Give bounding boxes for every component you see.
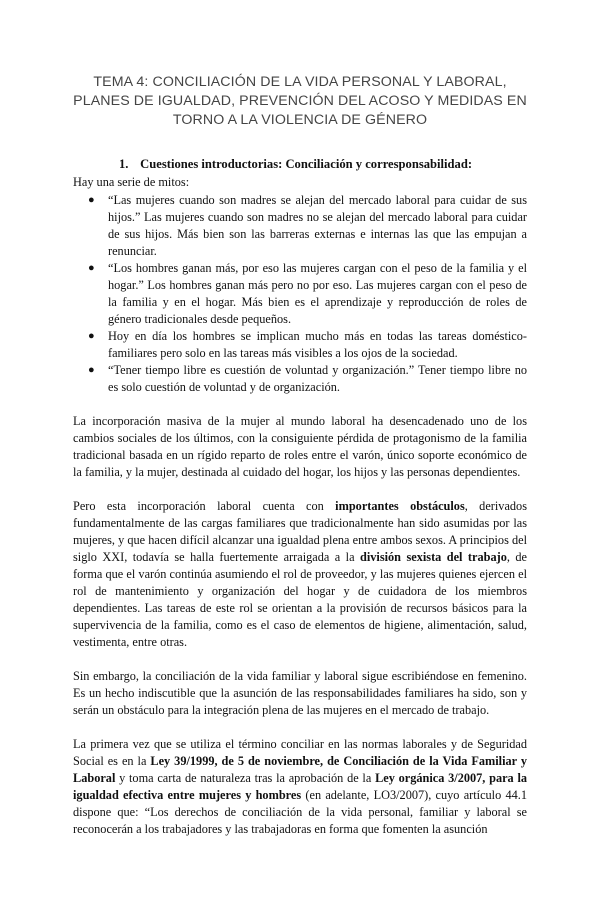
document-page: [0, 73, 600, 921]
paragraph-obstacles: [73, 498, 527, 651]
list-item: [88, 260, 527, 328]
myths-list: [73, 192, 527, 396]
section-number: 1.: [119, 157, 129, 171]
title-line-2: PLANES DE IGUALDAD, PREVENCIÓN DEL ACOSO Y MEDIDAS EN: [73, 93, 527, 109]
bullet-icon: ●: [88, 364, 95, 376]
bold-term: división sexista del trabajo: [360, 550, 507, 564]
bullet-icon: ●: [88, 262, 95, 274]
myth-text: “Tener tiempo libre es cuestión de voluntad y organización.” Tener tiempo libre no es solo cuestión de voluntad y de organización.: [108, 363, 527, 394]
myth-text: “Las mujeres cuando son madres se alejan del mercado laboral para cuidar de sus hijos.” Las mujeres cuando son madres no se alejan del mercado laboral para cuidar de sus hijos. Más bien son las barreras externas e internas las que las empujan a renunciar.: [108, 193, 527, 258]
section-heading-text: Cuestiones introductorias: Conciliación y corresponsabilidad:: [140, 157, 473, 171]
paragraph-incorporation: La incorporación masiva de la mujer al mundo laboral ha desencadenado uno de los cambios sociales de los últimos, con la consiguiente pérdida de protagonismo de la familia tradicional basada en un rígido reparto de roles entre el varón, único soporte económico de la familia, y la mujer, destinada al cuidado del hogar, los hijos y las personas dependientes.: [73, 414, 527, 479]
myth-text: “Los hombres ganan más, por eso las mujeres cargan con el peso de la familia y el hogar.” Los hombres ganan más pero no por eso. Las mujeres cargan con el peso de la familia y en el hogar. Más bien es el aprendizaje y reproducción de roles de género tradicionales desde pequeños.: [108, 261, 527, 326]
paragraph-conciliation: Sin embargo, la conciliación de la vida familiar y laboral sigue escribiéndose en femenino. Es un hecho indiscutible que la asunción de las responsabilidades familiares ha sido, son y serán un obstáculo para la integración plena de las mujeres en el mercado de trabajo.: [73, 669, 527, 717]
text-run: La primera vez que se utiliza el término conciliar en las normas laborales y de Seguridad Social es en la: [73, 737, 527, 768]
title-line-3: TORNO A LA VIOLENCIA DE GÉNERO: [172, 112, 428, 128]
myth-text: Hoy en día los hombres se implican mucho más en todas las tareas doméstico-familiares pero solo en las tareas más visibles a los ojos de la sociedad.: [108, 329, 527, 360]
myths-intro: Hay una serie de mitos:: [73, 175, 190, 189]
paragraph-legislation: [73, 736, 527, 838]
text-run: , derivados fundamentalmente de las cargas familiares que tradicionalmente han sido asumidas por las mujeres, y que hacen difícil alcanzar una igualdad plena entre ambos sexos. A principios del siglo XXI, todavía se halla fuertemente arraigada a la: [73, 499, 527, 564]
bold-law-reference: Ley orgánica 3/2007, para la igualdad efectiva entre mujeres y hombres: [73, 771, 528, 802]
text-run: y toma carta de naturaleza tras la aprobación de la: [115, 771, 376, 785]
bold-term: importantes obstáculos: [335, 499, 465, 513]
text-run: Pero esta incorporación laboral cuenta con: [73, 499, 336, 513]
bullet-icon: ●: [88, 330, 95, 342]
text-run: (en adelante, LO3/2007), cuyo artículo 44.1 dispone que: “Los derechos de conciliación de la vida personal, familiar y laboral se reconocerán a los trabajadores y las trabajadoras en forma que fomenten la asunción: [73, 788, 528, 836]
list-item: [88, 192, 527, 260]
title-line-1: TEMA 4: CONCILIACIÓN DE LA VIDA PERSONAL Y LABORAL,: [93, 74, 507, 90]
bullet-icon: ●: [88, 194, 95, 206]
list-item: [88, 362, 527, 396]
document-title: [73, 73, 527, 130]
section-heading: [119, 156, 527, 173]
text-run: , de forma que el varón continúa asumiendo el rol de proveedor, y las mujeres quienes ejercen el rol de mantenimiento y organización del hogar y de cuidadora de los miembros dependientes. Las tareas de este rol se orientan a la provisión de recursos básicos para la supervivencia de la familia, como es el caso de elementos de higiene, alimentación, salud, vestimenta, entre otras.: [73, 550, 527, 649]
bold-law-reference: Ley 39/1999, de 5 de noviembre, de Conciliación de la Vida Familiar y Laboral: [73, 754, 527, 785]
list-item: [88, 328, 527, 362]
